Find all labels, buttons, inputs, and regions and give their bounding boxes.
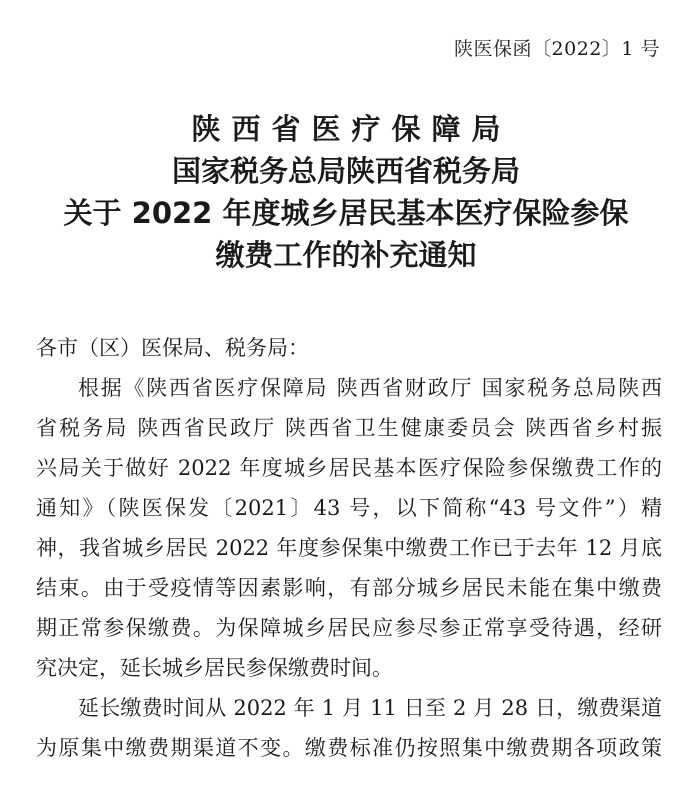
title-line-subject-1: 关于 2022 年度城乡居民基本医疗保险参保 <box>63 196 629 230</box>
paragraph-2-line: 延长缴费时间从 2022 年 1 月 11 日至 2 月 28 日，缴费渠道 <box>78 696 662 720</box>
paragraph-1-line: 期正常参保缴费。为保障城乡居民应参尽参正常享受待遇，经研 <box>36 616 662 640</box>
paragraph-2-line: 为原集中缴费期渠道不变。缴费标准仍按照集中缴费期各项政策 <box>36 736 662 760</box>
title-line-issuer-1: 陕西省医疗保障局 <box>191 112 512 146</box>
paragraph-1-line: 省税务局 陕西省民政厅 陕西省卫生健康委员会 陕西省乡村振 <box>36 416 662 440</box>
document-title <box>0 108 692 276</box>
paragraph-1-line: 结束。由于受疫情等因素影响，有部分城乡居民未能在集中缴费 <box>36 576 662 600</box>
paragraph-1-line: 神，我省城乡居民 2022 年度参保集中缴费工作已于去年 12 月底 <box>36 536 662 560</box>
title-line-issuer-2: 国家税务总局陕西省税务局 <box>171 154 520 188</box>
paragraph-1-line: 通知》（陕医保发〔2021〕43 号，以下简称“43 号文件”）精 <box>36 496 662 520</box>
document-number: 陕医保函〔2022〕1 号 <box>454 38 660 60</box>
paragraph-1-line: 究决定，延长城乡居民参保缴费时间。 <box>36 656 393 680</box>
title-line-subject-2: 缴费工作的补充通知 <box>215 238 477 272</box>
addressee-line: 各市（区）医保局、税务局： <box>36 336 309 360</box>
document-body <box>36 328 662 768</box>
paragraph-1-line: 兴局关于做好 2022 年度城乡居民基本医疗保险参保缴费工作的 <box>36 456 662 480</box>
paragraph-1-line: 根据《陕西省医疗保障局 陕西省财政厅 国家税务总局陕西 <box>78 376 662 400</box>
